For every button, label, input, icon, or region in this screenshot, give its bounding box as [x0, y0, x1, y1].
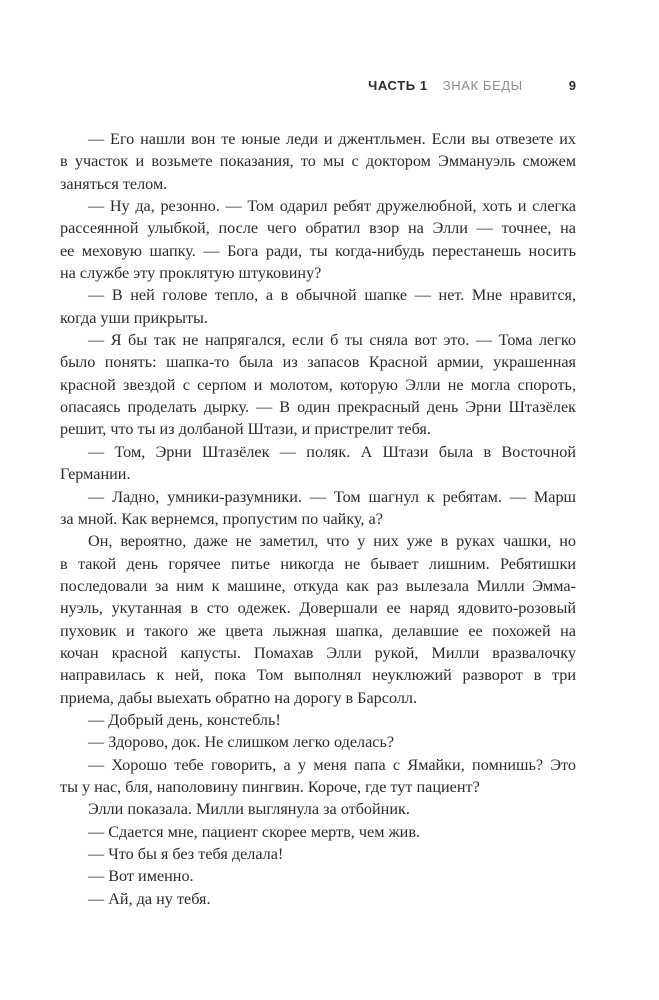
part-label: ЧАСТЬ 1: [368, 78, 428, 93]
text-line: — Что бы я без тебя делала!: [88, 845, 284, 863]
text-line: — Здорово, док. Не слишком легко оделась?: [88, 733, 395, 752]
page-number: 9: [568, 78, 576, 93]
text-line: — Ай, да ну тебя.: [88, 889, 211, 908]
paragraph: [60, 821, 576, 843]
body-text-block: [60, 128, 576, 910]
text-line: последовали за ним к машине, откуда как раз вылезала Милли Эмма-: [60, 576, 576, 595]
text-line: когда уши прикрыты.: [60, 308, 208, 327]
text-line: — Том, Эрни Штазёлек — поляк. А Штази была в Восточной: [88, 442, 576, 461]
paragraph: [60, 731, 576, 753]
text-line: в такой день горячее питье никогда не бывает лишним. Ребятишки: [60, 554, 576, 573]
paragraph: [60, 754, 576, 799]
text-line: за мной. Как вернемся, пропустим по чайку, а?: [60, 509, 383, 528]
paragraph: [60, 329, 576, 441]
text-line: заняться телом.: [60, 174, 168, 193]
text-line: — Хорошо тебе говорить, а у меня папа с Ямайки, помнишь? Это: [88, 755, 576, 774]
paragraph: [60, 486, 576, 531]
text-line: ты у нас, бля, наполовину пингвин. Короче, где тут пациент?: [60, 777, 480, 796]
text-line: кочан красной капусты. Помахав Элли рукой, Милли вразвалочку: [60, 643, 576, 662]
text-line: — Я бы так не напрягался, если б ты сняла вот это. — Тома легко: [88, 331, 576, 350]
paragraph: [60, 530, 576, 709]
text-line: Германии.: [60, 465, 131, 484]
text-line: — Ладно, умники-разумники. — Том шагнул к ребятам. — Марш: [88, 487, 576, 506]
text-line: Он, вероятно, даже не заметил, что у них уже в руках чашки, но: [88, 532, 576, 551]
text-line: решит, что ты из долбаной Штази, и пристрелит тебя.: [60, 420, 431, 439]
text-line: — Добрый день, констебль!: [88, 710, 281, 729]
text-line: — В ней голове тепло, а в обычной шапке — нет. Мне нравится,: [88, 286, 576, 305]
text-line: — Сдается мне, пациент скорее мертв, чем жив.: [88, 822, 421, 841]
paragraph: [60, 441, 576, 486]
text-line: — Вот именно.: [88, 867, 194, 886]
text-line: рассеянной улыбкой, после чего обратил взор на Элли — точнее, на: [60, 219, 576, 238]
text-line: ее меховую шапку. — Бога ради, ты когда-нибудь перестанешь носить: [60, 241, 576, 260]
text-line: — Его нашли вон те юные леди и джентльмен. Если вы отвезете их: [88, 130, 576, 148]
text-line: нуэль, укутанная в сто одежек. Довершали ее наряд ядовито-розовый: [60, 599, 576, 618]
chapter-label: ЗНАК БЕДЫ: [442, 78, 523, 93]
text-line: на службе эту проклятую штуковину?: [60, 264, 322, 283]
paragraph: [60, 284, 576, 329]
text-line: — Ну да, резонно. — Том одарил ребят дружелюбной, хоть и слегка: [88, 197, 576, 216]
text-line: опасаясь проделать дырку. — В один прекрасный день Эрни Штазёлек: [60, 398, 576, 417]
text-line: направилась к ней, пока Том выполнял неуклюжий разворот в три: [60, 666, 576, 685]
paragraph: [60, 195, 576, 284]
text-line: было понять: шапка-то была из запасов Красной армии, украшенная: [60, 353, 576, 372]
paragraph: [60, 798, 576, 820]
text-line: пуховик и такого же цвета лыжная шапка, делавшие ее похожей на: [60, 621, 576, 640]
paragraph: [60, 888, 576, 910]
paragraph: [60, 709, 576, 731]
text-line: в участок и возьмете показания, то мы с доктором Эммануэль сможем: [60, 152, 576, 171]
text-line: Элли показала. Милли выглянула за отбойник.: [88, 800, 410, 819]
paragraph: [60, 865, 576, 887]
text-line: приема, дабы выехать обратно на дорогу в Барсолл.: [60, 688, 418, 707]
text-line: красной звездой с серпом и молотом, которую Элли не могла спороть,: [60, 375, 576, 394]
running-header: [60, 78, 576, 93]
paragraph: [60, 128, 576, 195]
paragraph: [60, 843, 576, 865]
